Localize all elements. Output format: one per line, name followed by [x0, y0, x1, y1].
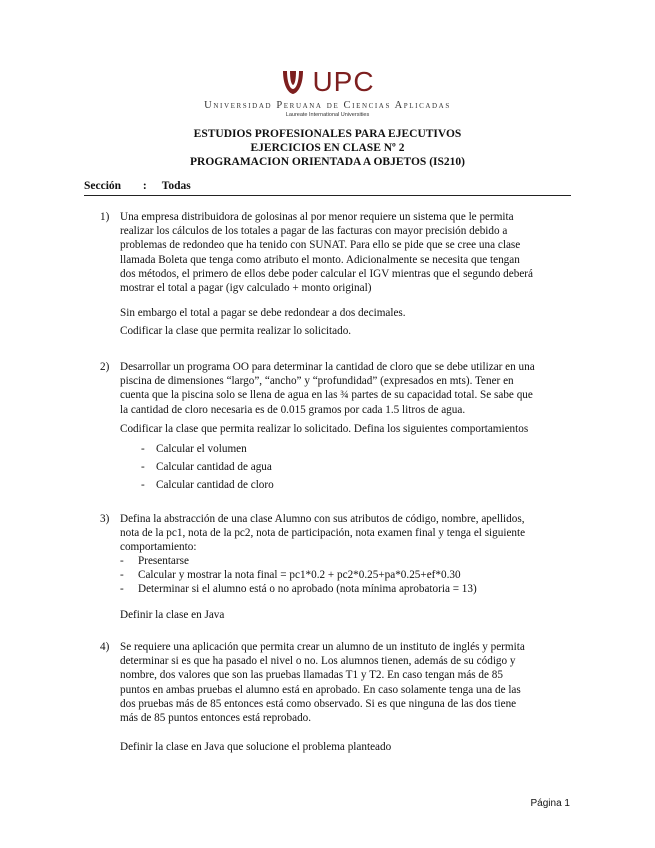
paragraph: Definir la clase en Java que solucione el problema planteado: [120, 741, 392, 753]
text-line: mostrar el total a pagar (igv calculado + monto original): [120, 282, 372, 295]
heading-line-2: EJERCICIOS EN CLASE Nº 2: [250, 142, 405, 154]
text-line: comportamiento:: [120, 541, 197, 554]
list-item: - Calcular el volumen: [120, 440, 570, 458]
section-separator: :: [142, 180, 147, 192]
list-item: - Determinar si el alumno está o no aprobado (nota mínima aprobatoria = 13): [120, 582, 570, 596]
text-line: Una empresa distribuidora de golosinas al por menor requiere un sistema que le permita: [120, 211, 514, 223]
text-line: más de 85 puntos entonces está reprobado.: [120, 712, 312, 725]
paragraph: Sin embargo el total a pagar se debe redondear a dos decimales.: [120, 307, 406, 319]
behavior-list: [120, 440, 570, 494]
text-line: realizar los cálculos de los totales a pagar de las facturas con mayor precisión debido a: [120, 225, 508, 238]
list-item: - Calcular y mostrar la nota final = pc1*0.2 + pc2*0.25+pa*0.25+ef*0.30: [120, 568, 570, 582]
question-number: 3): [100, 513, 110, 525]
paragraph: Codificar la clase que permita realizar lo solicitado. Defina los siguientes comportamientos: [120, 423, 529, 435]
text-line: dos métodos, el primero de ellos debe poder calcular el IGV mientras que el segundo deberá: [120, 267, 533, 280]
text-line: nota de la pc1, nota de la pc2, nota de participación, nota examen final y tenga el siguiente: [120, 527, 526, 540]
upc-emblem-icon: [280, 67, 306, 97]
behavior-list: [120, 554, 570, 597]
question-number: 2): [100, 361, 110, 373]
text-line: problemas de redondeo que ha tenido con SUNAT. Para ello se pide que se cree una clase: [120, 239, 521, 252]
text-line: determinar si es que ha pasado el nivel o no. Los alumnos tienen, además de su código y: [120, 655, 516, 668]
text-line: cuenta que la piscina solo se llena de agua en las ¾ partes de su capacidad total. Se sabe que: [120, 389, 533, 402]
logo-text: UPC: [312, 66, 375, 97]
question-1-body: [120, 210, 570, 295]
text-line: piscina de dimensiones “largo”, “ancho” y “profundidad” (expresados en mts). Tener en: [120, 375, 514, 388]
text-line: Se requiere una aplicación que permita crear un alumno de un instituto de inglés y permita: [120, 641, 525, 653]
text-line: llamada Boleta que tenga como atributo el monto. Adicionalmente se necesita que tengan: [120, 253, 520, 266]
laureate-tagline: Laureate International Universities: [285, 112, 370, 118]
text-line: Defina la abstracción de una clase Alumno con sus atributos de código, nombre, apellidos,: [120, 513, 525, 525]
paragraph: Codificar la clase que permita realizar lo solicitado.: [120, 325, 352, 337]
section-label: Sección: [84, 180, 122, 192]
page-number: Página 1: [530, 798, 570, 809]
text-line: puntos en ambas pruebas el alumno está en aprobado. En caso solamente tenga una de las: [120, 683, 521, 696]
question-2-body: [120, 360, 570, 417]
question-number: 1): [100, 211, 110, 223]
upc-logo-block: [0, 66, 655, 118]
text-line: Desarrollar un programa OO para determinar la cantidad de cloro que se debe utilizar en una: [120, 361, 535, 373]
list-item: - Calcular cantidad de cloro: [120, 476, 570, 494]
section-row: [84, 180, 571, 196]
logo-row: [0, 66, 655, 98]
university-name: Universidad Peruana de Ciencias Aplicadas: [204, 100, 451, 111]
section-value: Todas: [161, 180, 191, 192]
text-line: nombre, dos valores que son las pruebas llamadas T1 y T2. En caso tengan más de 85: [120, 669, 503, 682]
paragraph: Definir la clase en Java: [120, 609, 225, 621]
text-line: dos pruebas más de 85 entonces está como observado. Si es que ninguna de las dos tiene: [120, 697, 517, 710]
heading-line-1: ESTUDIOS PROFESIONALES PARA EJECUTIVOS: [193, 128, 462, 140]
question-number: 4): [100, 641, 110, 653]
list-item: - Calcular cantidad de agua: [120, 458, 570, 476]
question-3-body: [120, 512, 570, 555]
heading-line-3: PROGRAMACION ORIENTADA A OBJETOS (IS210): [190, 156, 465, 168]
list-item: - Presentarse: [120, 554, 570, 568]
question-4-body: [120, 640, 570, 725]
document-headings: [0, 127, 655, 169]
text-line: la cantidad de cloro necesaria es de 0.015 gramos por cada 1.5 litros de agua.: [120, 403, 466, 416]
